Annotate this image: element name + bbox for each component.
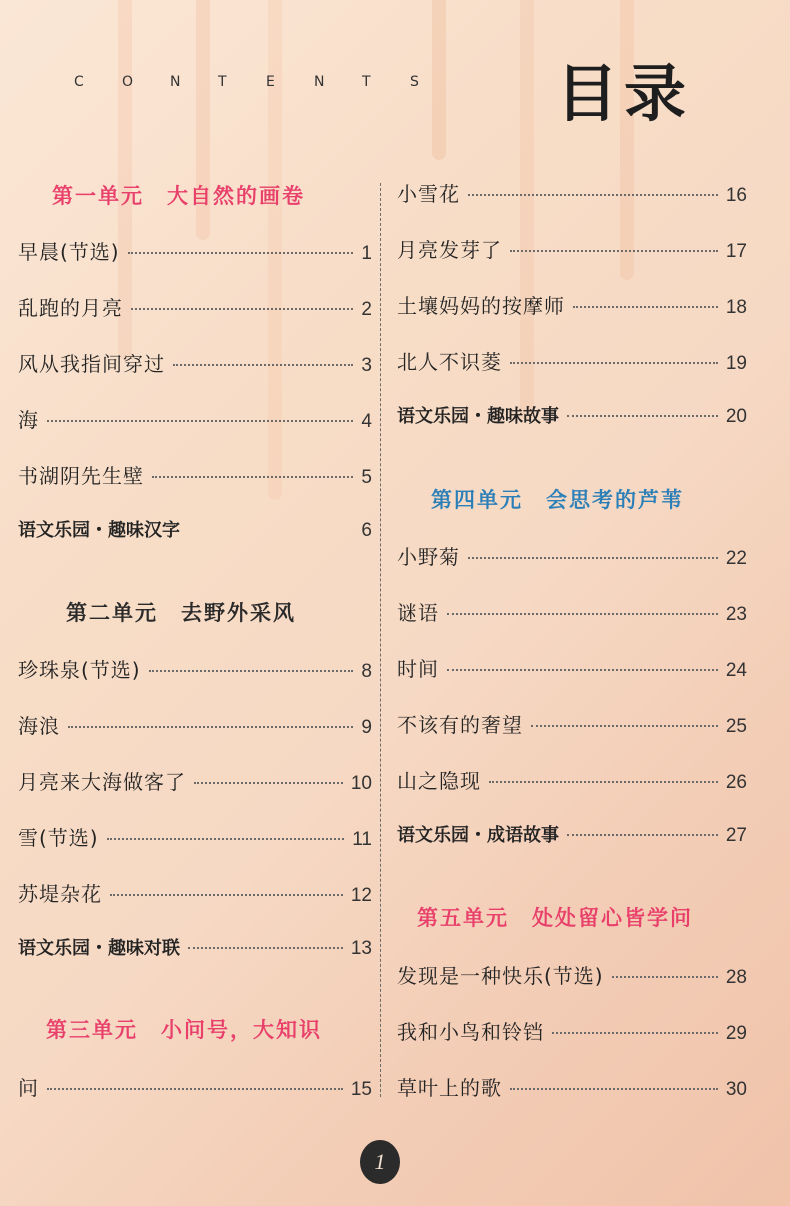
- toc-entry[interactable]: [397, 765, 747, 795]
- dot-leader: [149, 670, 354, 672]
- dot-leader: [468, 557, 718, 559]
- entry-title: 雪(节选): [18, 826, 99, 850]
- contents-letter: O: [122, 74, 134, 90]
- entry-page: 18: [725, 297, 747, 318]
- entry-page: 27: [725, 825, 747, 846]
- entry-title: 乱跑的月亮: [18, 296, 123, 320]
- unit-4-title: 第四单元 会思考的芦苇: [431, 488, 684, 512]
- entry-page: 20: [725, 406, 747, 427]
- toc-entry[interactable]: [18, 878, 372, 908]
- entry-title: 北人不识菱: [397, 350, 502, 374]
- toc-entry[interactable]: [397, 821, 747, 851]
- dot-leader: [188, 947, 343, 949]
- toc-entry[interactable]: [18, 710, 372, 740]
- dot-leader: [468, 194, 718, 196]
- toc-entry[interactable]: [397, 960, 747, 990]
- dot-leader: [110, 894, 343, 896]
- entry-title: 语文乐园・成语故事: [397, 825, 559, 846]
- entry-page: 8: [361, 661, 372, 682]
- contents-letter: C: [74, 74, 84, 90]
- toc-entry[interactable]: [18, 460, 372, 490]
- page-title: 目录: [556, 57, 693, 130]
- entry-title: 语文乐园・趣味对联: [18, 938, 180, 959]
- entry-title: 山之隐现: [397, 769, 481, 793]
- entry-page: 2: [361, 299, 372, 320]
- toc-entry[interactable]: [397, 346, 747, 376]
- entry-title: 海: [18, 408, 39, 432]
- toc-entry[interactable]: [18, 1072, 372, 1102]
- toc-entry[interactable]: [18, 516, 372, 546]
- toc-entry[interactable]: [397, 1016, 747, 1046]
- entry-page: 24: [725, 660, 747, 681]
- dot-leader: [510, 362, 718, 364]
- dot-leader: [531, 725, 718, 727]
- dot-leader: [47, 1088, 343, 1090]
- dot-leader: [447, 613, 718, 615]
- contents-letter: S: [410, 74, 419, 90]
- entry-page: 28: [725, 967, 747, 988]
- dot-leader: [447, 669, 718, 671]
- entry-title: 小野菊: [397, 545, 460, 569]
- unit-3-title: 第三单元 小问号，大知识: [46, 1018, 322, 1042]
- toc-entry[interactable]: [18, 236, 372, 266]
- entry-title: 海浪: [18, 714, 60, 738]
- entry-title: 发现是一种快乐(节选): [397, 964, 604, 988]
- page-number-badge: 1: [360, 1140, 400, 1184]
- toc-entry[interactable]: [397, 541, 747, 571]
- entry-title: 月亮来大海做客了: [18, 770, 186, 794]
- entry-page: 30: [725, 1079, 747, 1100]
- contents-letter: N: [170, 74, 181, 90]
- toc-entry[interactable]: [18, 766, 372, 796]
- entry-title: 苏堤杂花: [18, 882, 102, 906]
- entry-title: 土壤妈妈的按摩师: [397, 294, 565, 318]
- entry-title: 不该有的奢望: [397, 713, 523, 737]
- dot-leader: [128, 252, 354, 254]
- entry-title: 语文乐园・趣味故事: [397, 406, 559, 427]
- toc-entry[interactable]: [397, 234, 747, 264]
- dot-leader: [131, 308, 353, 310]
- entry-page: 19: [725, 353, 747, 374]
- entry-title: 月亮发芽了: [397, 238, 502, 262]
- toc-entry[interactable]: [397, 597, 747, 627]
- entry-title: 语文乐园・趣味汉字: [18, 520, 180, 541]
- entry-page: 23: [725, 604, 747, 625]
- toc-entry[interactable]: [18, 654, 372, 684]
- entry-title: 我和小鸟和铃铛: [397, 1020, 544, 1044]
- contents-letter: T: [218, 74, 227, 90]
- entry-title: 谜语: [397, 601, 439, 625]
- dot-leader: [107, 838, 345, 840]
- dot-leader: [612, 976, 718, 978]
- toc-entry[interactable]: [397, 709, 747, 739]
- toc-entry[interactable]: [397, 178, 747, 208]
- contents-letter: E: [266, 74, 275, 90]
- entry-page: 29: [725, 1023, 747, 1044]
- dot-leader: [510, 250, 718, 252]
- dot-leader: [68, 726, 353, 728]
- entry-page: 4: [361, 411, 372, 432]
- dot-leader: [567, 415, 718, 417]
- entry-page: 10: [350, 773, 372, 794]
- entry-title: 珍珠泉(节选): [18, 658, 141, 682]
- dot-leader: [489, 781, 718, 783]
- dot-leader: [47, 420, 353, 422]
- entry-title: 小雪花: [397, 182, 460, 206]
- entry-page: 5: [361, 467, 372, 488]
- entry-page: 22: [725, 548, 747, 569]
- entry-page: 9: [361, 717, 372, 738]
- entry-title: 书湖阴先生壁: [18, 464, 144, 488]
- dot-leader: [510, 1088, 718, 1090]
- unit-2-title: 第二单元 去野外采风: [66, 601, 296, 625]
- entry-title: 早晨(节选): [18, 240, 120, 264]
- contents-letter: N: [314, 74, 325, 90]
- dot-leader: [573, 306, 718, 308]
- entry-page: 1: [361, 243, 372, 264]
- entry-page: 13: [350, 938, 372, 959]
- entry-page: 12: [350, 885, 372, 906]
- entry-title: 问: [18, 1076, 39, 1100]
- toc-entry[interactable]: [18, 404, 372, 434]
- toc-entry[interactable]: [18, 348, 372, 378]
- toc-entry[interactable]: [397, 402, 747, 432]
- column-divider: [380, 183, 381, 1097]
- toc-entry[interactable]: [18, 292, 372, 322]
- entry-page: 3: [361, 355, 372, 376]
- toc-entry[interactable]: [397, 653, 747, 683]
- contents-header: [74, 74, 458, 90]
- entry-page: 11: [352, 829, 372, 850]
- dot-leader: [173, 364, 353, 366]
- toc-entry[interactable]: [397, 290, 747, 320]
- dot-leader: [552, 1032, 718, 1034]
- dot-leader: [194, 782, 343, 784]
- entry-title: 草叶上的歌: [397, 1076, 502, 1100]
- unit-5-title: 第五单元 处处留心皆学问: [417, 906, 693, 930]
- entry-page: 25: [725, 716, 747, 737]
- dot-leader: [567, 834, 718, 836]
- entry-title: 风从我指间穿过: [18, 352, 165, 376]
- entry-page: 16: [725, 185, 747, 206]
- toc-entry[interactable]: [18, 934, 372, 964]
- dot-leader: [152, 476, 353, 478]
- toc-entry[interactable]: [397, 1072, 747, 1102]
- entry-page: 26: [725, 772, 747, 793]
- entry-page: 6: [361, 520, 372, 541]
- entry-title: 时间: [397, 657, 439, 681]
- entry-page: 15: [350, 1079, 372, 1100]
- entry-page: 17: [725, 241, 747, 262]
- toc-entry[interactable]: [18, 822, 372, 852]
- unit-1-title: 第一单元 大自然的画卷: [52, 184, 305, 208]
- contents-letter: T: [362, 74, 371, 90]
